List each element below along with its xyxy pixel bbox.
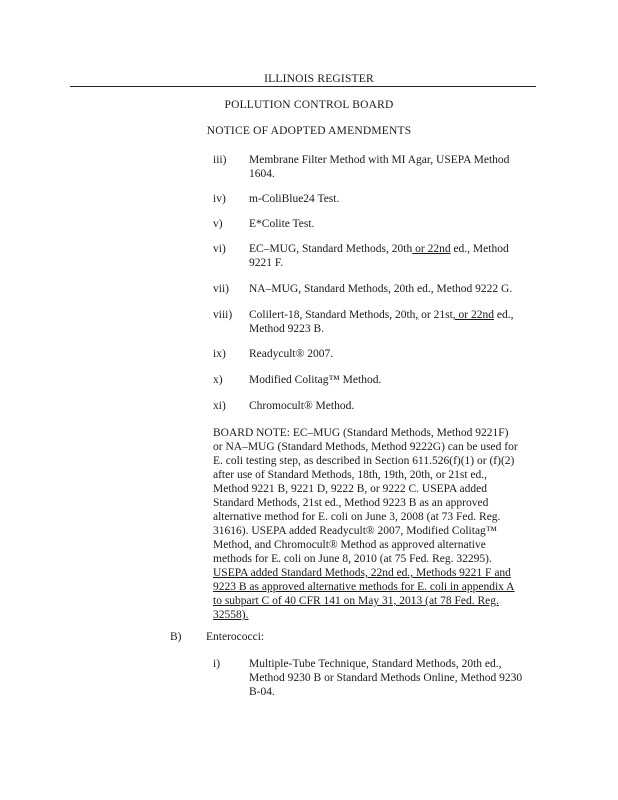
subsection-label: Enterococci: <box>206 631 265 643</box>
item-line: Method 9223 B. <box>249 323 325 335</box>
item-text <box>249 347 539 361</box>
note-line: Standard Methods, 21st ed., Method 9223 B as an approved <box>213 497 489 509</box>
item-text <box>249 308 539 336</box>
item-text <box>249 192 539 206</box>
item-line: E*Colite Test. <box>249 218 315 230</box>
inserted-note-line: 32558). <box>213 609 249 621</box>
item-number: viii) <box>213 309 233 321</box>
subsection-number: B) <box>170 631 182 643</box>
item-line <box>249 308 539 322</box>
board-note <box>213 426 535 622</box>
item-line: B-04. <box>249 686 275 698</box>
item-number: x) <box>213 374 223 386</box>
item-number: iv) <box>213 193 226 205</box>
item-line: Membrane Filter Method with MI Agar, USEPA Method <box>249 154 510 166</box>
item-line: Chromocult® Method. <box>249 400 355 412</box>
item-line: Modified Colitag™ Method. <box>249 374 382 386</box>
item-text-part: ed., Method <box>450 243 509 255</box>
item-text-part: ed., <box>494 309 514 321</box>
note-line: or NA–MUG (Standard Methods, Method 9222G) can be used for <box>213 441 518 453</box>
item-text-part: or 21st <box>418 309 453 321</box>
notice-title: NOTICE OF ADOPTED AMENDMENTS <box>206 125 412 137</box>
note-line: methods for E. coli on June 8, 2010 (at 75 Fed. Reg. 32295). <box>213 553 492 565</box>
item-number: vi) <box>213 243 226 255</box>
item-number: ix) <box>213 348 226 360</box>
item-text <box>249 242 539 270</box>
item-text-part: EC–MUG, Standard Methods, 20th <box>249 243 413 255</box>
note-line: Method 9221 B, 9221 D, 9222 B, or 9222 C. USEPA added <box>213 483 487 495</box>
note-line: BOARD NOTE: EC–MUG (Standard Methods, Method 9221F) <box>213 427 509 439</box>
item-line: m-ColiBlue24 Test. <box>249 193 340 205</box>
inserted-note-line: 9223 B as approved alternative methods for E. coli in appendix A <box>213 581 515 593</box>
item-line: Readycult® 2007. <box>249 348 334 360</box>
item-number: i) <box>213 658 221 670</box>
note-line: Method, and Chromocult® Method as approved alternative <box>213 539 486 551</box>
note-line: after use of Standard Methods, 18th, 19th, 20th, or 21st ed., <box>213 469 488 481</box>
item-number: vii) <box>213 283 229 295</box>
item-text <box>249 373 539 387</box>
note-line: alternative method for E. coli on June 3, 2008 (at 73 Fed. Reg. <box>213 511 501 523</box>
inserted-text: , or 22nd <box>452 309 495 321</box>
inserted-text: or 22nd <box>412 243 451 255</box>
note-line: E. coli testing step, as described in Section 611.526(f)(1) or (f)(2) <box>213 455 515 467</box>
inserted-note-line: USEPA added Standard Methods, 22nd ed., Methods 9221 F and <box>213 567 511 579</box>
board-title: POLLUTION CONTROL BOARD <box>224 99 394 111</box>
item-line: NA–MUG, Standard Methods, 20th ed., Method 9222 G. <box>249 283 513 295</box>
inserted-text: , <box>415 309 419 321</box>
register-title: ILLINOIS REGISTER <box>264 73 374 85</box>
item-text <box>249 217 539 231</box>
item-text <box>249 153 539 181</box>
item-number: iii) <box>213 154 227 166</box>
item-line: Multiple-Tube Technique, Standard Methods, 20th ed., <box>249 658 502 670</box>
header-rule <box>70 86 536 87</box>
item-text <box>249 399 539 413</box>
inserted-note-line: to subpart C of 40 CFR 141 on May 31, 2013 (at 78 Fed. Reg. <box>213 595 499 607</box>
note-line: 31616). USEPA added Readycult® 2007, Modified Colitag™ <box>213 525 498 537</box>
item-line: 1604. <box>249 168 275 180</box>
item-number: xi) <box>213 400 226 412</box>
item-line: 9221 F. <box>249 257 284 269</box>
item-line <box>249 242 539 256</box>
item-line: Method 9230 B or Standard Methods Online, Method 9230 <box>249 672 523 684</box>
item-number: v) <box>213 218 223 230</box>
item-text-part: Colilert-18, Standard Methods, 20th <box>249 309 416 321</box>
item-text <box>249 657 539 699</box>
item-text <box>249 282 539 296</box>
